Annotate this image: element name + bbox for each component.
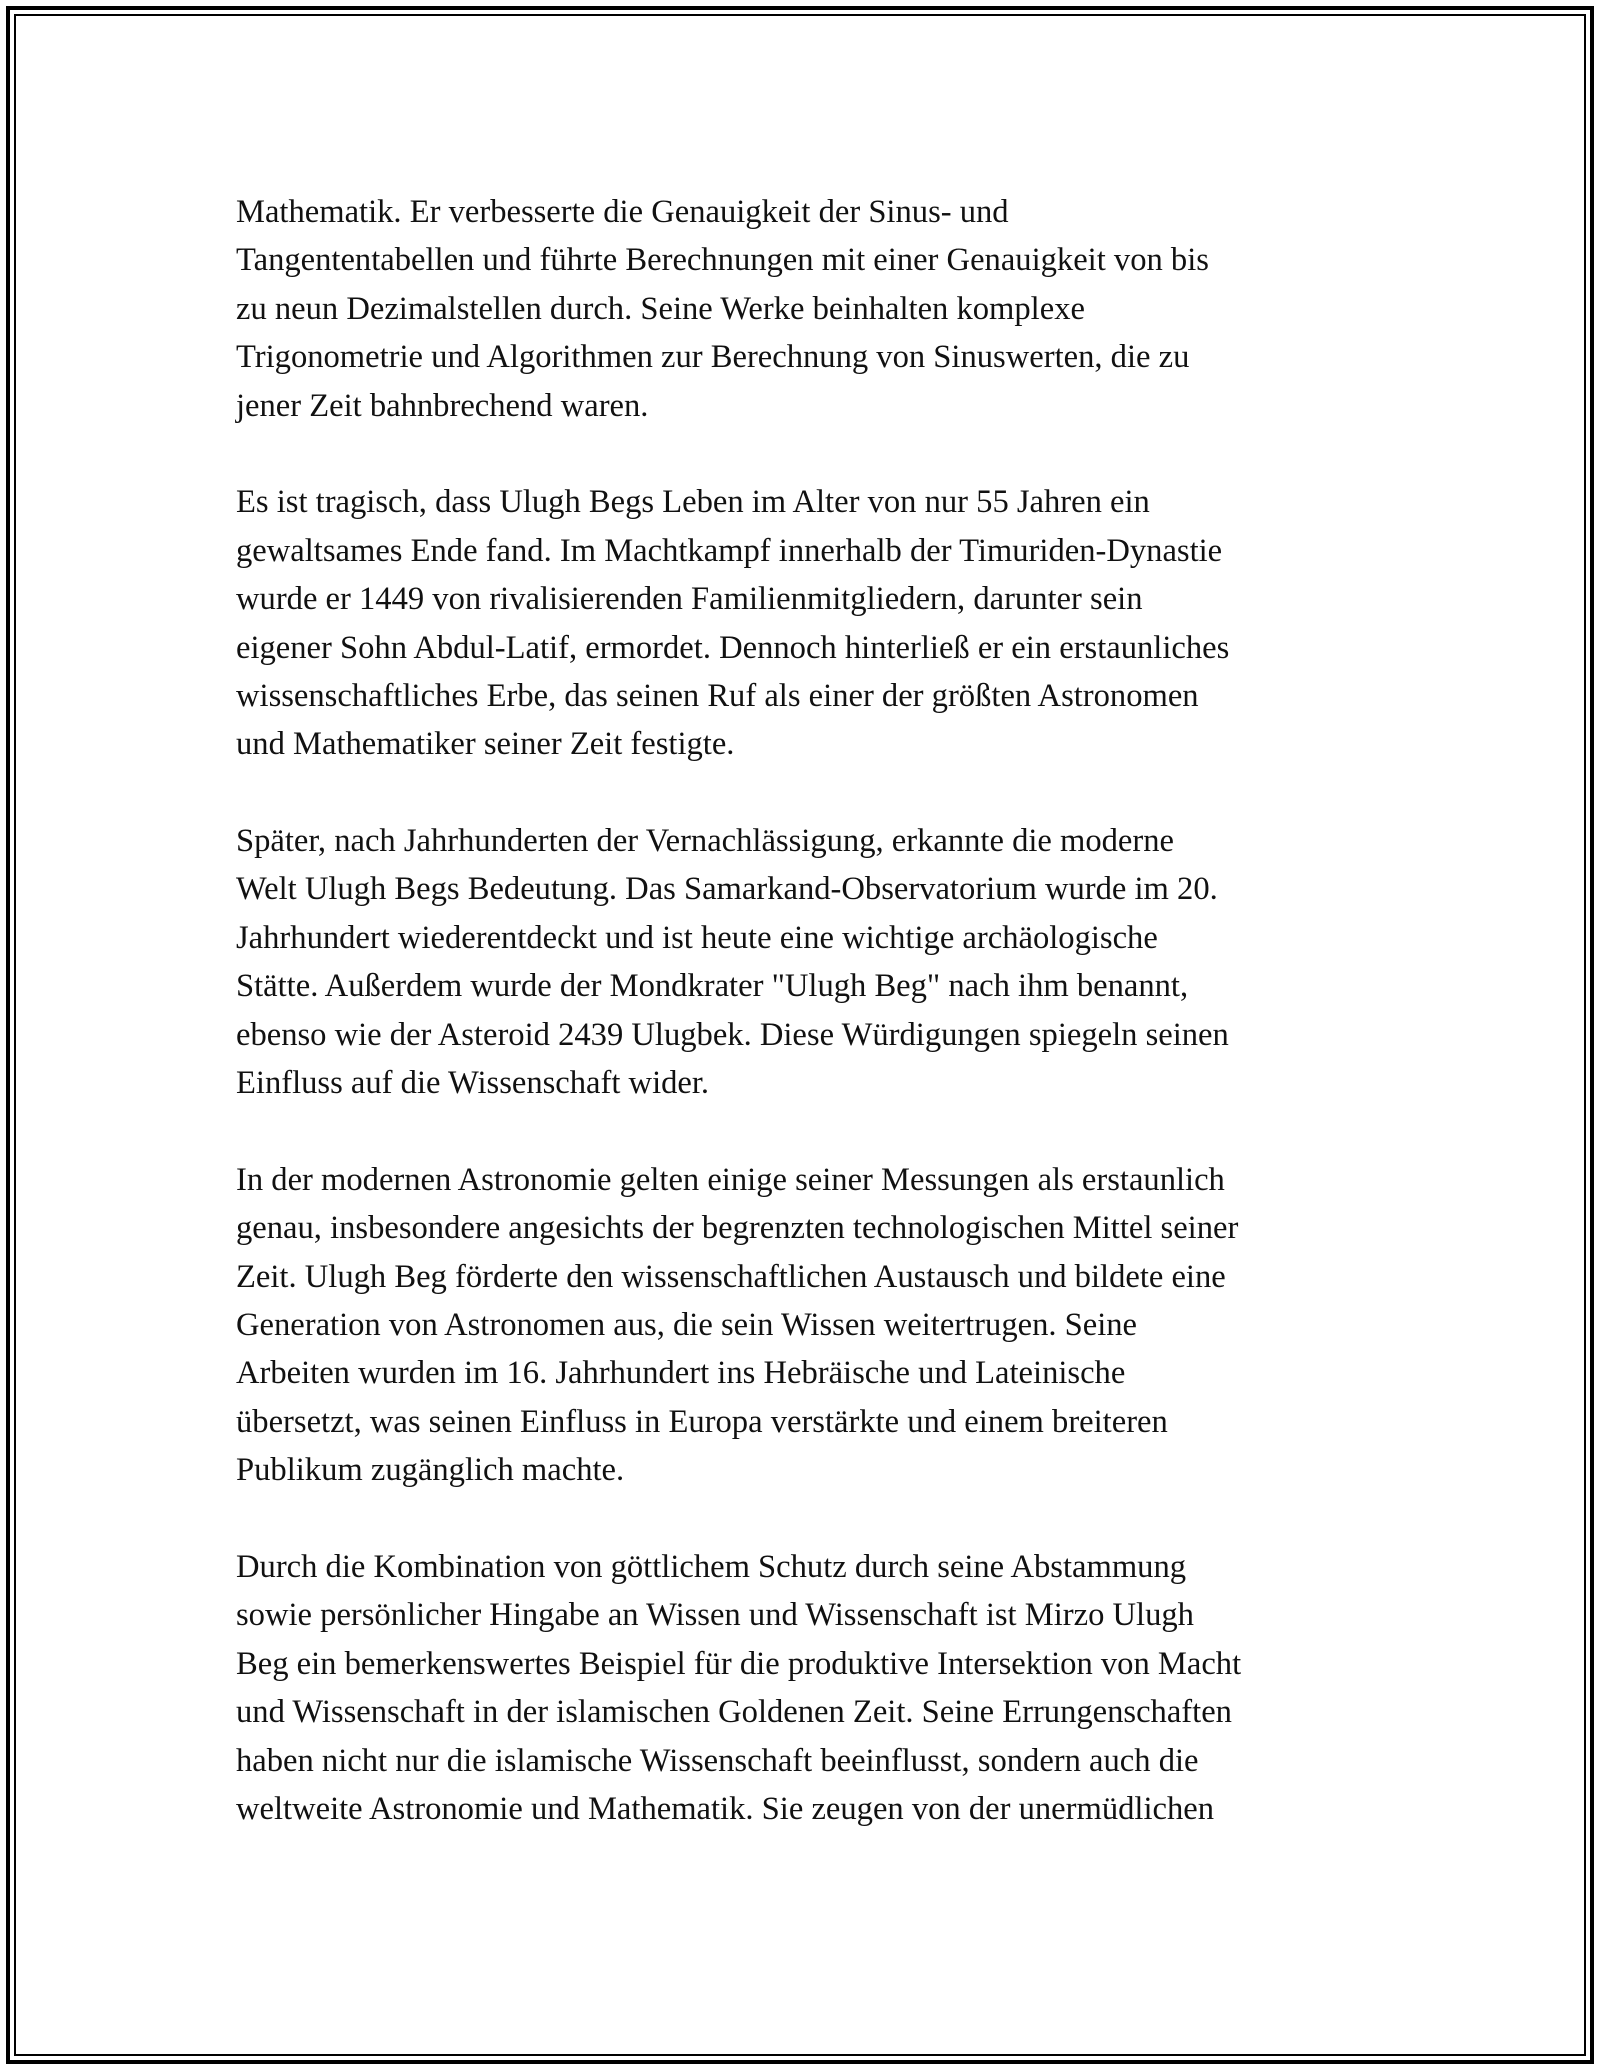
text-line: Arbeiten wurden im 16. Jahrhundert ins Hebräische und Lateinische: [236, 1355, 1126, 1392]
text-line: In der modernen Astronomie gelten einige seiner Messungen als erstaunlich: [236, 1161, 1225, 1198]
text-line: ebenso wie der Asteroid 2439 Ulugbek. Diese Würdigungen spiegeln seinen: [236, 1016, 1229, 1053]
paragraph: [236, 1543, 1388, 1833]
text-line: Trigonometrie und Algorithmen zur Berechnung von Sinuswerten, die zu: [236, 339, 1190, 376]
text-line: Publikum zugänglich machte.: [236, 1452, 625, 1489]
text-line: und Mathematiker seiner Zeit festigte.: [236, 726, 735, 763]
text-line: Welt Ulugh Begs Bedeutung. Das Samarkand-Observatorium wurde im 20.: [236, 871, 1218, 908]
text-line: Beg ein bemerkenswertes Beispiel für die produktive Intersektion von Macht: [236, 1645, 1242, 1682]
text-line: Es ist tragisch, dass Ulugh Begs Leben im Alter von nur 55 Jahren ein: [236, 484, 1150, 521]
paragraph-gap: [236, 769, 1388, 817]
text-line: jener Zeit bahnbrechend waren.: [236, 387, 649, 424]
text-line: eigener Sohn Abdul-Latif, ermordet. Dennoch hinterließ er ein erstaunliches: [236, 629, 1230, 666]
text-line: wurde er 1449 von rivalisierenden Familienmitgliedern, darunter sein: [236, 581, 1143, 618]
paragraph: [236, 817, 1388, 1107]
paragraph: [236, 188, 1388, 430]
text-line: Generation von Astronomen aus, die sein Wissen weitertrugen. Seine: [236, 1306, 1138, 1343]
text-line: und Wissenschaft in der islamischen Goldenen Zeit. Seine Errungenschaften: [236, 1694, 1232, 1731]
paragraph: [236, 478, 1388, 768]
paragraph-gap: [236, 1107, 1388, 1155]
text-line: sowie persönlicher Hingabe an Wissen und Wissenschaft ist Mirzo Ulugh: [236, 1597, 1194, 1634]
paragraph-gap: [236, 430, 1388, 478]
text-line: wissenschaftliches Erbe, das seinen Ruf als einer der größten Astronomen: [236, 677, 1199, 714]
text-line: zu neun Dezimalstellen durch. Seine Werke beinhalten komplexe: [236, 290, 1085, 327]
text-line: Mathematik. Er verbesserte die Genauigkeit der Sinus- und: [236, 194, 1009, 230]
text-line: Durch die Kombination von göttlichem Schutz durch seine Abstammung: [236, 1548, 1187, 1585]
text-line: haben nicht nur die islamische Wissenschaft beeinflusst, sondern auch die: [236, 1742, 1199, 1779]
document-body: [236, 188, 1388, 1833]
text-line: genau, insbesondere angesichts der begrenzten technologischen Mittel seiner: [236, 1210, 1239, 1247]
text-line: Einfluss auf die Wissenschaft wider.: [236, 1065, 710, 1102]
paragraph-gap: [236, 1495, 1388, 1543]
text-line: Zeit. Ulugh Beg förderte den wissenschaftlichen Austausch und bildete eine: [236, 1258, 1226, 1295]
text-line: übersetzt, was seinen Einfluss in Europa verstärkte und einem breiteren: [236, 1403, 1168, 1440]
paragraph: [236, 1156, 1388, 1495]
text-line: weltweite Astronomie und Mathematik. Sie zeugen von der unermüdlichen: [236, 1790, 1214, 1827]
text-line: Später, nach Jahrhunderten der Vernachlässigung, erkannte die moderne: [236, 823, 1174, 860]
text-line: Stätte. Außerdem wurde der Mondkrater "Ulugh Beg" nach ihm benannt,: [236, 968, 1189, 1005]
text-line: Tangententabellen und führte Berechnungen mit einer Genauigkeit von bis: [236, 242, 1209, 279]
text-line: Jahrhundert wiederentdeckt und ist heute eine wichtige archäologische: [236, 919, 1158, 956]
text-line: gewaltsames Ende fand. Im Machtkampf innerhalb der Timuriden-Dynastie: [236, 532, 1223, 569]
